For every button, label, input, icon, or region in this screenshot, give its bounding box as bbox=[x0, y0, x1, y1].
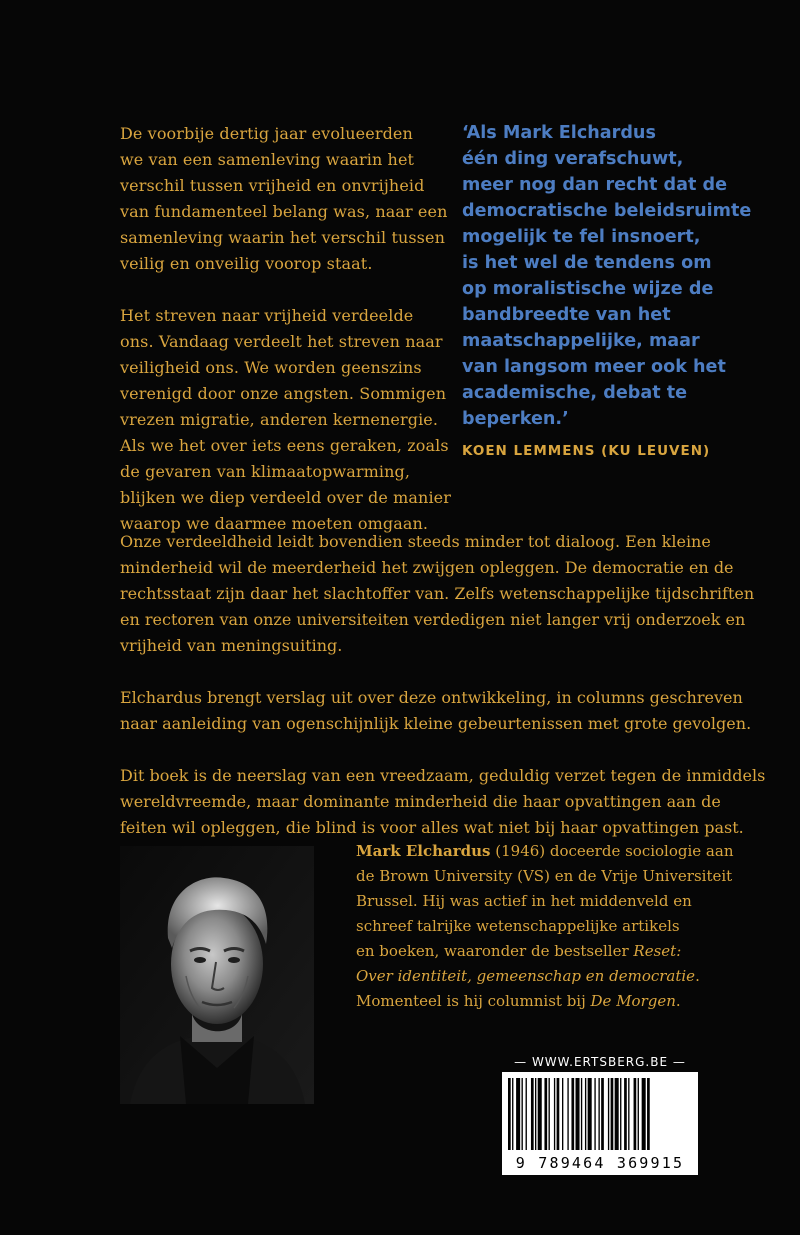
text-line: veiligheid ons. We worden geenszins bbox=[120, 358, 422, 377]
barcode-bar bbox=[598, 1078, 599, 1150]
pull-quote bbox=[462, 120, 792, 459]
quote-line: is het wel de tendens om bbox=[462, 253, 712, 273]
intro-paragraph-1 bbox=[120, 121, 448, 277]
text-line: vrezen migratie, anderen kernenergie. bbox=[120, 410, 439, 429]
bio-text: . bbox=[675, 992, 681, 1010]
text-line: ons. Vandaag verdeelt het streven naar bbox=[120, 332, 443, 351]
barcode-bar bbox=[508, 1078, 511, 1150]
bio-line bbox=[356, 964, 756, 989]
bio-text: en boeken, waaronder de bestseller bbox=[356, 942, 634, 960]
barcode-icon bbox=[508, 1078, 692, 1150]
barcode-bar bbox=[601, 1078, 604, 1150]
barcode-bar bbox=[567, 1078, 568, 1150]
text-line: waarop we daarmee moeten omgaan. bbox=[120, 514, 429, 533]
barcode-bar bbox=[562, 1078, 563, 1150]
bio-text: (1946) doceerde sociologie aan bbox=[490, 842, 734, 860]
text-line: Als we het over iets eens geraken, zoals bbox=[120, 436, 449, 455]
quote-line: op moralistische wijze de bbox=[462, 279, 714, 299]
text-line: veilig en onveilig voorop staat. bbox=[120, 254, 373, 273]
bio-line bbox=[356, 939, 756, 964]
barcode-bar bbox=[588, 1078, 592, 1150]
barcode-bar bbox=[638, 1078, 639, 1150]
quote-line: democratische beleidsruimte bbox=[462, 201, 752, 221]
text-line: De voorbije dertig jaar evolueerden bbox=[120, 124, 413, 143]
barcode-bar bbox=[544, 1078, 547, 1150]
text-line: Onze verdeeldheid leidt bovendien steeds minder tot dialoog. Een kleine bbox=[120, 532, 711, 551]
barcode-bar bbox=[554, 1078, 555, 1150]
body-paragraph-1 bbox=[120, 529, 755, 659]
barcode-bar bbox=[634, 1078, 637, 1150]
newspaper-name: De Morgen bbox=[590, 992, 676, 1010]
book-subtitle: Over identiteit, gemeenschap en democratie bbox=[356, 967, 696, 985]
text-line: en rectoren van onze universiteiten verdedigen niet langer vrij onderzoek en bbox=[120, 610, 746, 629]
text-line: feiten wil opleggen, die blind is voor alles wat niet bij haar opvattingen past. bbox=[120, 818, 744, 837]
barcode-bar bbox=[576, 1078, 580, 1150]
text-line: wereldvreemde, maar dominante minderheid die haar opvattingen aan de bbox=[120, 792, 721, 811]
author-photo bbox=[120, 846, 314, 1104]
bio-line bbox=[356, 839, 756, 864]
bio-text: . bbox=[695, 967, 700, 985]
barcode-bar bbox=[642, 1078, 646, 1150]
quote-line: één ding verafschuwt, bbox=[462, 149, 684, 169]
quote-text bbox=[462, 120, 792, 432]
barcode-bar bbox=[581, 1078, 582, 1150]
text-line: minderheid wil de meerderheid het zwijgen opleggen. De democratie en de bbox=[120, 558, 734, 577]
text-line: van fundamenteel belang was, naar een bbox=[120, 202, 448, 221]
bio-line: de Brown University (VS) en de Vrije Universiteit bbox=[356, 867, 733, 885]
bio-line: Brussel. Hij was actief in het middenveld en bbox=[356, 892, 692, 910]
quote-line: academische, debat te bbox=[462, 383, 688, 403]
bio-line: schreef talrijke wetenschappelijke artikels bbox=[356, 917, 680, 935]
body-text bbox=[120, 529, 766, 867]
isbn-number: 9 789464 369915 bbox=[515, 1154, 685, 1172]
text-line: Dit boek is de neerslag van een vreedzaam, geduldig verzet tegen de inmiddels bbox=[120, 766, 766, 785]
bio-line bbox=[356, 989, 756, 1014]
author-portrait bbox=[120, 846, 314, 1104]
quote-line: bandbreedte van het bbox=[462, 305, 671, 325]
barcode-bar bbox=[615, 1078, 619, 1150]
author-name: Mark Elchardus bbox=[356, 842, 491, 860]
quote-line: beperken.’ bbox=[462, 409, 569, 429]
text-line: samenleving waarin het verschil tussen bbox=[120, 228, 445, 247]
barcode-bar bbox=[608, 1078, 609, 1150]
barcode-bar bbox=[516, 1078, 520, 1150]
quote-line: ‘Als Mark Elchardus bbox=[462, 123, 656, 143]
text-line: Elchardus brengt verslag uit over deze ontwikkeling, in columns geschreven bbox=[120, 688, 743, 707]
barcode-bar bbox=[620, 1078, 621, 1150]
barcode-bar bbox=[522, 1078, 523, 1150]
barcode-bar bbox=[535, 1078, 536, 1150]
barcode-bar bbox=[624, 1078, 627, 1150]
quote-line: meer nog dan recht dat de bbox=[462, 175, 728, 195]
quote-attribution: KOEN LEMMENS (KU LEUVEN) bbox=[462, 443, 711, 459]
body-paragraph-3 bbox=[120, 763, 766, 841]
isbn-barcode bbox=[502, 1072, 698, 1175]
text-line: Het streven naar vrijheid verdeelde bbox=[120, 306, 414, 325]
book-title: Reset: bbox=[633, 942, 682, 960]
quote-line: mogelijk te fel insnoert, bbox=[462, 227, 701, 247]
barcode-bar bbox=[538, 1078, 542, 1150]
text-line: we van een samenleving waarin het bbox=[120, 150, 415, 169]
bio-text: Momenteel is hij columnist bij bbox=[356, 992, 591, 1010]
text-line: vrijheid van meningsuiting. bbox=[120, 636, 343, 655]
text-line: naar aanleiding van ogenschijnlijk kleine gebeurtenissen met grote gevolgen. bbox=[120, 714, 752, 733]
barcode-bar bbox=[557, 1078, 560, 1150]
intro-column bbox=[120, 121, 452, 563]
barcode-bar bbox=[526, 1078, 527, 1150]
quote-line: van langsom meer ook het bbox=[462, 357, 726, 377]
text-line: blijken we diep verdeeld over de manier bbox=[120, 488, 452, 507]
quote-line: maatschappelijke, maar bbox=[462, 331, 700, 351]
barcode-bar bbox=[531, 1078, 534, 1150]
barcode-bar bbox=[549, 1078, 550, 1150]
barcode-bar bbox=[628, 1078, 629, 1150]
barcode-bar bbox=[611, 1078, 614, 1150]
barcode-bar bbox=[512, 1078, 513, 1150]
author-bio bbox=[356, 839, 756, 1014]
barcode-bar bbox=[594, 1078, 595, 1150]
barcode-bar bbox=[585, 1078, 586, 1150]
text-line: verenigd door onze angsten. Sommigen bbox=[120, 384, 447, 403]
publisher-website: — WWW.ERTSBERG.BE — bbox=[514, 1055, 686, 1069]
barcode-bar bbox=[647, 1078, 650, 1150]
text-line: de gevaren van klimaatopwarming, bbox=[120, 462, 411, 481]
text-line: verschil tussen vrijheid en onvrijheid bbox=[120, 176, 425, 195]
barcode-bar bbox=[571, 1078, 574, 1150]
intro-paragraph-2 bbox=[120, 303, 452, 537]
body-paragraph-2 bbox=[120, 685, 752, 737]
text-line: rechtsstaat zijn daar het slachtoffer van. Zelfs wetenschappelijke tijdschriften bbox=[120, 584, 755, 603]
